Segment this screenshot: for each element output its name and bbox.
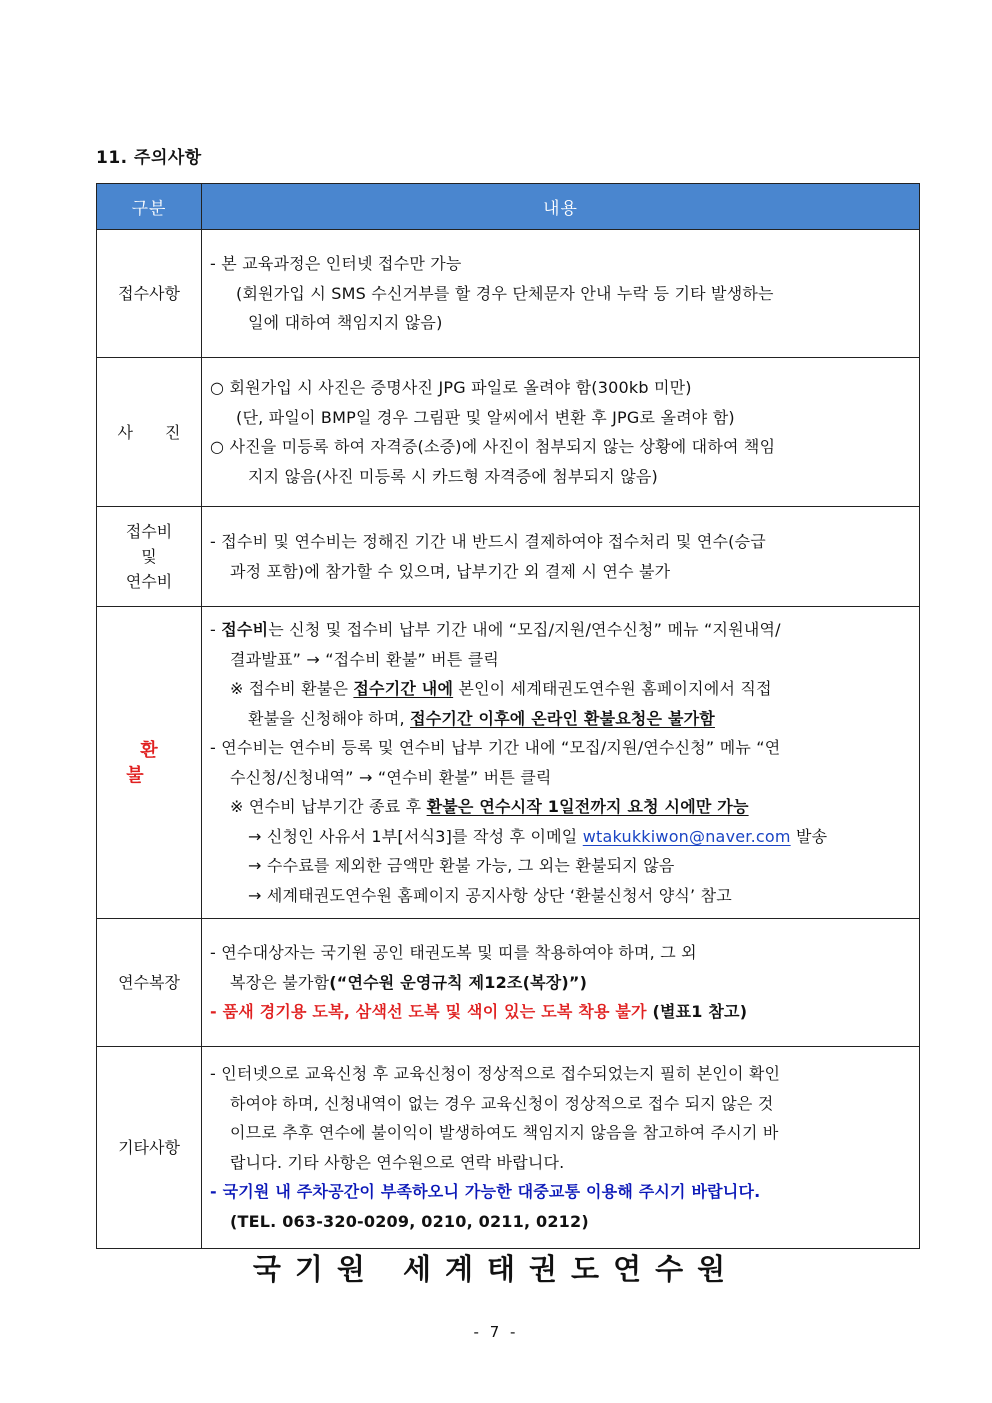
row-label-uniform: 연수복장 (97, 919, 202, 1047)
text-line: 환불을 신청해야 하며, 접수기간 이후에 온라인 환불요청은 불가함 (248, 708, 715, 728)
row-content-registration (202, 230, 920, 358)
text-line: 지지 않음(사진 미등록 시 카드형 자격증에 첨부되지 않음) (248, 466, 658, 486)
row-content-fees (202, 507, 920, 607)
text-line: 이므로 추후 연수에 불이익이 발생하여도 책임지지 않음을 참고하여 주시기 바 (230, 1123, 779, 1142)
text-line: → 세계태권도연수원 홈페이지 공지사항 상단 ‘환불신청서 양식’ 참고 (248, 885, 732, 905)
row-label-refund (97, 607, 202, 919)
header-category: 구분 (97, 184, 202, 230)
label-line: 접수비 (125, 522, 173, 541)
text-line: ○ 회원가입 시 사진은 증명사진 JPG 파일로 올려야 함(300kb 미만) (210, 378, 692, 397)
text-line: 복장은 불가함(“연수원 운영규칙 제12조(복장)”) (230, 972, 588, 992)
text-line: - 접수비 및 연수비는 정해진 기간 내 반드시 결제하여야 접수처리 및 연수(승급 (210, 532, 766, 551)
text-line: - 연수대상자는 국기원 공인 태권도복 및 띠를 착용하여야 하며, 그 외 (210, 943, 697, 963)
table-row (97, 230, 920, 358)
table-header-row (97, 184, 920, 230)
footer-title: 국기원 세계태권도연수원 (252, 1252, 740, 1286)
email-link[interactable]: wtakukkiwon@naver.com (582, 826, 791, 846)
text-line: 하여야 하며, 신청내역이 없는 경우 교육신청이 정상적으로 접수 되지 않은 것 (230, 1093, 774, 1113)
text-line: - 접수비는 신청 및 접수비 납부 기간 내에 “모집/지원/연수신청” 메뉴 “지원내역/ (210, 620, 781, 639)
text-line: ※ 접수비 환불은 접수기간 내에 본인이 세계태권도연수원 홈페이지에서 직접 (230, 679, 772, 698)
text-line: → 수수료를 제외한 금액만 환불 가능, 그 외는 환불되지 않음 (248, 856, 675, 875)
table-row (97, 919, 920, 1047)
text-line: (회원가입 시 SMS 수신거부를 할 경우 단체문자 안내 누락 등 기타 발생하는 (236, 283, 774, 303)
text-line: 랍니다. 기타 사항은 연수원으로 연락 바랍니다. (230, 1152, 565, 1172)
label-line: 연수비 (125, 572, 173, 591)
row-content-refund (202, 607, 920, 919)
text-line: (단, 파일이 BMP일 경우 그림판 및 알씨에서 변환 후 JPG로 올려야 함) (236, 407, 735, 427)
text-line: → 신청인 사유서 1부[서식3]를 작성 후 이메일 wtakukkiwon@naver.com 발송 (248, 826, 828, 846)
text-line: ※ 연수비 납부기간 종료 후 환불은 연수시작 1일전까지 요청 시에만 가능 (230, 797, 749, 816)
table-row (97, 358, 920, 507)
text-line: - 품새 경기용 도복, 삼색선 도복 및 색이 있는 도복 착용 불가 (별표1 참고) (210, 1002, 748, 1022)
row-label-fees (97, 507, 202, 607)
row-content-other (202, 1047, 920, 1249)
text-line: - 인터넷으로 교육신청 후 교육신청이 정상적으로 접수되었는지 필히 본인이 확인 (210, 1064, 781, 1083)
page-number: - 7 - (473, 1323, 519, 1341)
row-content-photo (202, 358, 920, 507)
table-row (97, 607, 920, 919)
row-label-registration: 접수사항 (97, 230, 202, 358)
refund-label: 환불 (126, 739, 186, 786)
notice-table (96, 183, 920, 1249)
text-line: ○ 사진을 미등록 하여 자격증(소증)에 사진이 첨부되지 않는 상황에 대하여 책임 (210, 437, 776, 456)
label-line: 및 (141, 547, 157, 566)
text-line: 수신청/신청내역” → “연수비 환불” 버튼 클릭 (230, 767, 552, 787)
text-line: 결과발표” → “접수비 환불” 버튼 클릭 (230, 649, 500, 669)
text-line: (TEL. 063-320-0209, 0210, 0211, 0212) (230, 1211, 589, 1231)
header-content: 내용 (202, 184, 920, 230)
text-line: 일에 대하여 책임지지 않음) (248, 313, 443, 333)
table-row (97, 507, 920, 607)
text-line: - 연수비는 연수비 등록 및 연수비 납부 기간 내에 “모집/지원/연수신청” 메뉴 “연 (210, 738, 781, 757)
text-line: - 본 교육과정은 인터넷 접수만 가능 (210, 254, 462, 274)
text-line: - 국기원 내 주차공간이 부족하오니 가능한 대중교통 이용해 주시기 바랍니다. (210, 1182, 761, 1201)
row-label-other: 기타사항 (97, 1047, 202, 1249)
text-line: 과정 포함)에 참가할 수 있으며, 납부기간 외 결제 시 연수 불가 (230, 561, 671, 581)
row-content-uniform (202, 919, 920, 1047)
row-label-photo: 사 진 (97, 358, 202, 507)
section-title: 11. 주의사항 (96, 148, 202, 168)
table-row (97, 1047, 920, 1249)
